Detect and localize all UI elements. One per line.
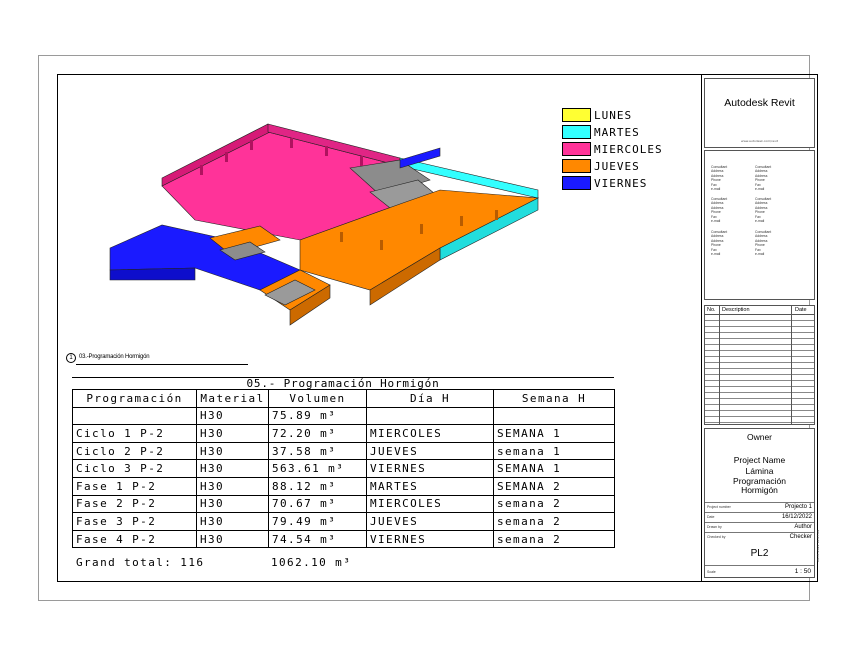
date-field	[705, 512, 814, 522]
cell: SEMANA 1	[494, 460, 615, 478]
cell: H30	[197, 495, 269, 513]
field-value: 16/12/2022	[781, 514, 812, 520]
checked-by-field	[705, 532, 814, 542]
revision-divider	[719, 306, 720, 424]
model-3d-view[interactable]	[100, 120, 550, 360]
cell: semana 2	[494, 513, 615, 531]
cell: 72.20 m³	[269, 425, 367, 443]
consultants-panel	[704, 150, 815, 300]
cell: MARTES	[367, 477, 494, 495]
revision-header	[705, 306, 814, 315]
legend-swatch-martes	[562, 125, 591, 139]
sheet-name: Lámina Programación Hormigón	[733, 466, 786, 495]
legend-item-lunes	[562, 107, 682, 123]
legend-item-martes	[562, 124, 682, 140]
cell	[73, 407, 197, 425]
revision-col-description: Description	[722, 307, 750, 313]
legend-item-miercoles	[562, 141, 682, 157]
print-timestamp: 29-11-2022 16:07:09	[816, 530, 820, 562]
cell: H30	[197, 442, 269, 460]
header-row	[73, 390, 615, 408]
legend-item-viernes	[562, 175, 682, 191]
field-key: Drawn by	[707, 525, 722, 529]
sheet-number: PL2	[750, 548, 769, 559]
cell: H30	[197, 407, 269, 425]
scale-key: Scale	[707, 570, 716, 574]
field-key: Project number	[707, 505, 731, 509]
cell: semana 2	[494, 495, 615, 513]
cell: Ciclo 3 P-2	[73, 460, 197, 478]
cell: Fase 4 P-2	[73, 530, 197, 548]
cell	[367, 407, 494, 425]
table-row[interactable]	[73, 495, 615, 513]
column-header[interactable]: Material	[197, 390, 269, 408]
cell: 74.54 m³	[269, 530, 367, 548]
cell: H30	[197, 460, 269, 478]
table-row[interactable]	[73, 477, 615, 495]
cell: Fase 1 P-2	[73, 477, 197, 495]
legend-label: MIERCOLES	[594, 143, 663, 156]
revision-table	[704, 305, 815, 425]
cell: 75.89 m³	[269, 407, 367, 425]
brand-url: www.autodesk.com/revit	[740, 139, 778, 143]
cell: MIERCOLES	[367, 425, 494, 443]
table-row[interactable]	[73, 425, 615, 443]
legend-label: MARTES	[594, 126, 640, 139]
cell: SEMANA 2	[494, 477, 615, 495]
legend-swatch-viernes	[562, 176, 591, 190]
revision-divider	[791, 306, 792, 424]
cell: SEMANA 1	[494, 425, 615, 443]
cell: 88.12 m³	[269, 477, 367, 495]
field-value: Projecto 1	[784, 504, 812, 510]
project-name: Project Name	[733, 455, 786, 465]
scale-value: 1 : 50	[794, 568, 811, 575]
cell: H30	[197, 513, 269, 531]
cell: VIERNES	[367, 530, 494, 548]
cell: 79.49 m³	[269, 513, 367, 531]
slab-viernes-side	[110, 268, 195, 280]
cell: VIERNES	[367, 460, 494, 478]
legend-item-jueves	[562, 158, 682, 174]
cell: H30	[197, 425, 269, 443]
cell: MIERCOLES	[367, 495, 494, 513]
grand-total-volume: 1062.10 m³	[271, 556, 352, 569]
grand-total-label: Grand total: 116	[76, 556, 205, 569]
consultant-entry: Consultant Address Address Phone Fax e-mail	[755, 165, 772, 192]
revision-col-date: Date	[795, 307, 807, 313]
cell: H30	[197, 477, 269, 495]
field-key: Date	[707, 515, 715, 519]
column-header[interactable]: Programación	[73, 390, 197, 408]
view-number: 1	[66, 353, 76, 363]
cell: Ciclo 2 P-2	[73, 442, 197, 460]
field-key: Checked by	[707, 535, 726, 539]
table-row[interactable]	[73, 442, 615, 460]
scale-field	[705, 565, 814, 577]
view-underline	[76, 364, 248, 365]
consultant-entry: Consultant Address Address Phone Fax e-mail	[755, 197, 772, 224]
column-header[interactable]: Volumen	[269, 390, 367, 408]
cell: JUEVES	[367, 442, 494, 460]
legend-label: VIERNES	[594, 177, 648, 190]
field-value: Checker	[789, 534, 812, 540]
sheet-info-panel	[704, 428, 815, 578]
consultant-entry: Consultant Address Address Phone Fax e-mail	[711, 197, 728, 224]
cell: Fase 3 P-2	[73, 513, 197, 531]
project-number-field	[705, 502, 814, 512]
view-name: 03.-Programación Hormigón	[79, 354, 150, 360]
cell: H30	[197, 530, 269, 548]
brand-name: Autodesk Revit	[724, 97, 795, 109]
cell: 563.61 m³	[269, 460, 367, 478]
legend-swatch-miercoles	[562, 142, 591, 156]
field-value: Author	[794, 524, 812, 530]
brand-panel	[704, 78, 815, 148]
column-header[interactable]: Día H	[367, 390, 494, 408]
cell: 37.58 m³	[269, 442, 367, 460]
table-row[interactable]	[73, 460, 615, 478]
cell: JUEVES	[367, 513, 494, 531]
consultant-entry: Consultant Address Address Phone Fax e-mail	[755, 230, 772, 257]
legend-label: JUEVES	[594, 160, 640, 173]
legend-label: LUNES	[594, 109, 633, 122]
cell: semana 1	[494, 442, 615, 460]
schedule-title: 05.- Programación Hormigón	[72, 377, 614, 389]
owner-name: Owner	[746, 432, 773, 442]
table-row[interactable]	[73, 513, 615, 531]
table-row[interactable]	[73, 530, 615, 548]
column-header[interactable]: Semana H	[494, 390, 615, 408]
legend-swatch-jueves	[562, 159, 591, 173]
table-row[interactable]	[73, 407, 615, 425]
cell: 70.67 m³	[269, 495, 367, 513]
consultant-entry: Consultant Address Address Phone Fax e-mail	[711, 230, 728, 257]
cell: Ciclo 1 P-2	[73, 425, 197, 443]
cell: Fase 2 P-2	[73, 495, 197, 513]
drawn-by-field	[705, 522, 814, 532]
revision-rows	[705, 315, 814, 424]
consultant-entry: Consultant Address Address Phone Fax e-mail	[711, 165, 728, 192]
cell	[494, 407, 615, 425]
cell: semana 2	[494, 530, 615, 548]
schedule-grid	[72, 389, 615, 548]
legend-swatch-lunes	[562, 108, 591, 122]
grand-total-row	[72, 556, 614, 572]
revision-col-no: No.	[707, 307, 716, 313]
